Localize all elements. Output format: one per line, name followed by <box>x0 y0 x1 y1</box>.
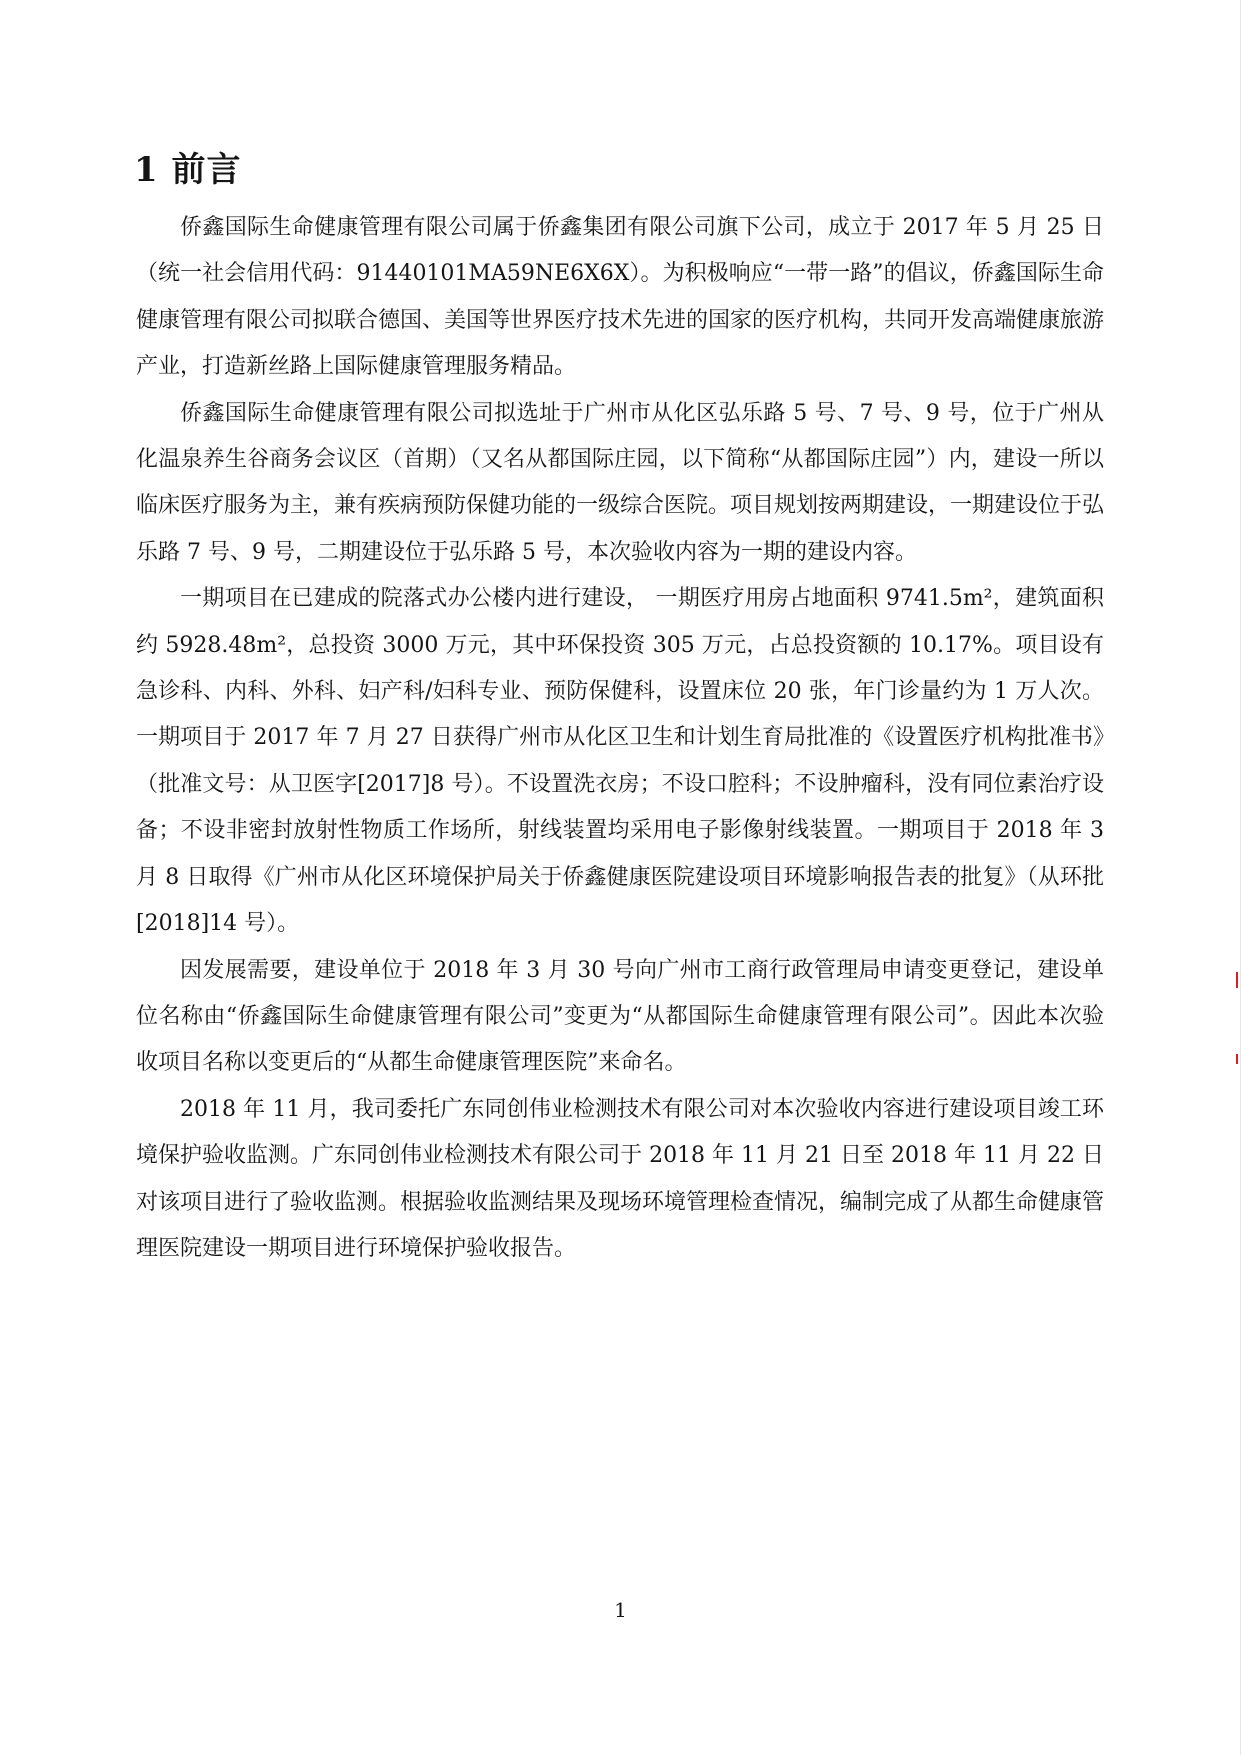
paragraph-monitoring: 2018 年 11 月，我司委托广东同创伟业检测技术有限公司对本次验收内容进行建设项目竣工环境保护验收监测。广东同创伟业检测技术有限公司于 2018 年 11 月 21 日至 2018 年 11 月 22 日对该项目进行了验收监测。根据验收监测结果及现场环境管理检查情况，编制完成了从都生命健康管理医院建设一期项目进行环境保护验收报告。 <box>136 1096 1105 1261</box>
scan-mark <box>1236 972 1238 988</box>
scan-mark <box>1236 1054 1238 1064</box>
body-text <box>136 205 1104 1272</box>
paragraph-intro: 侨鑫国际生命健康管理有限公司属于侨鑫集团有限公司旗下公司，成立于 2017 年 5 月 25 日（统一社会信用代码：91440101MA59NE6X6X）。为积极响应“一带一路”的倡议，侨鑫国际生命健康管理有限公司拟联合德国、美国等世界医疗技术先进的国家的医疗机构，共同开发高端健康旅游产业，打造新丝路上国际健康管理服务精品。 <box>136 215 1105 380</box>
paragraph-site: 侨鑫国际生命健康管理有限公司拟选址于广州市从化区弘乐路 5 号、7 号、9 号，位于广州从化温泉养生谷商务会议区（首期）（又名从都国际庄园，以下简称“从都国际庄园”）内，建设一所以临床医疗服务为主，兼有疾病预防保健功能的一级综合医院。项目规划按两期建设，一期建设位于弘乐路 7 号、9 号，二期建设位于弘乐路 5 号，本次验收内容为一期的建设内容。 <box>136 400 1105 565</box>
paragraph-name-change: 因发展需要，建设单位于 2018 年 3 月 30 号向广州市工商行政管理局申请变更登记，建设单位名称由“侨鑫国际生命健康管理有限公司”变更为“从都国际生命健康管理有限公司”。因此本次验收项目名称以变更后的“从都生命健康管理医院”来命名。 <box>136 957 1104 1076</box>
section-heading: 1 前言 <box>134 150 242 190</box>
page-number: 1 <box>614 1598 627 1622</box>
paragraph-phase-one: 一期项目在已建成的院落式办公楼内进行建设， 一期医疗用房占地面积 9741.5m²，建筑面积约 5928.48m²，总投资 3000 万元，其中环保投资 305 万元，占总投资额的 10.17%。项目设有急诊科、内科、外科、妇产科/妇科专业、预防保健科，设置床位 20 张，年门诊量约为 1 万人次。一期项目于 2017 年 7 月 27 日获得广州市从化区卫生和计划生育局批准的《设置医疗机构批准书》（批准文号：从卫医字[2017]8 号）。不设置洗衣房；不设口腔科；不设肿瘤科，没有同位素治疗设备；不设非密封放射性物质工作场所，射线装置均采用电子影像射线装置。一期项目于 2018 年 3 月 8 日取得《广州市从化区环境保护局关于侨鑫健康医院建设项目环境影响报告表的批复》（从环批[2018]14 号）。 <box>136 586 1104 937</box>
